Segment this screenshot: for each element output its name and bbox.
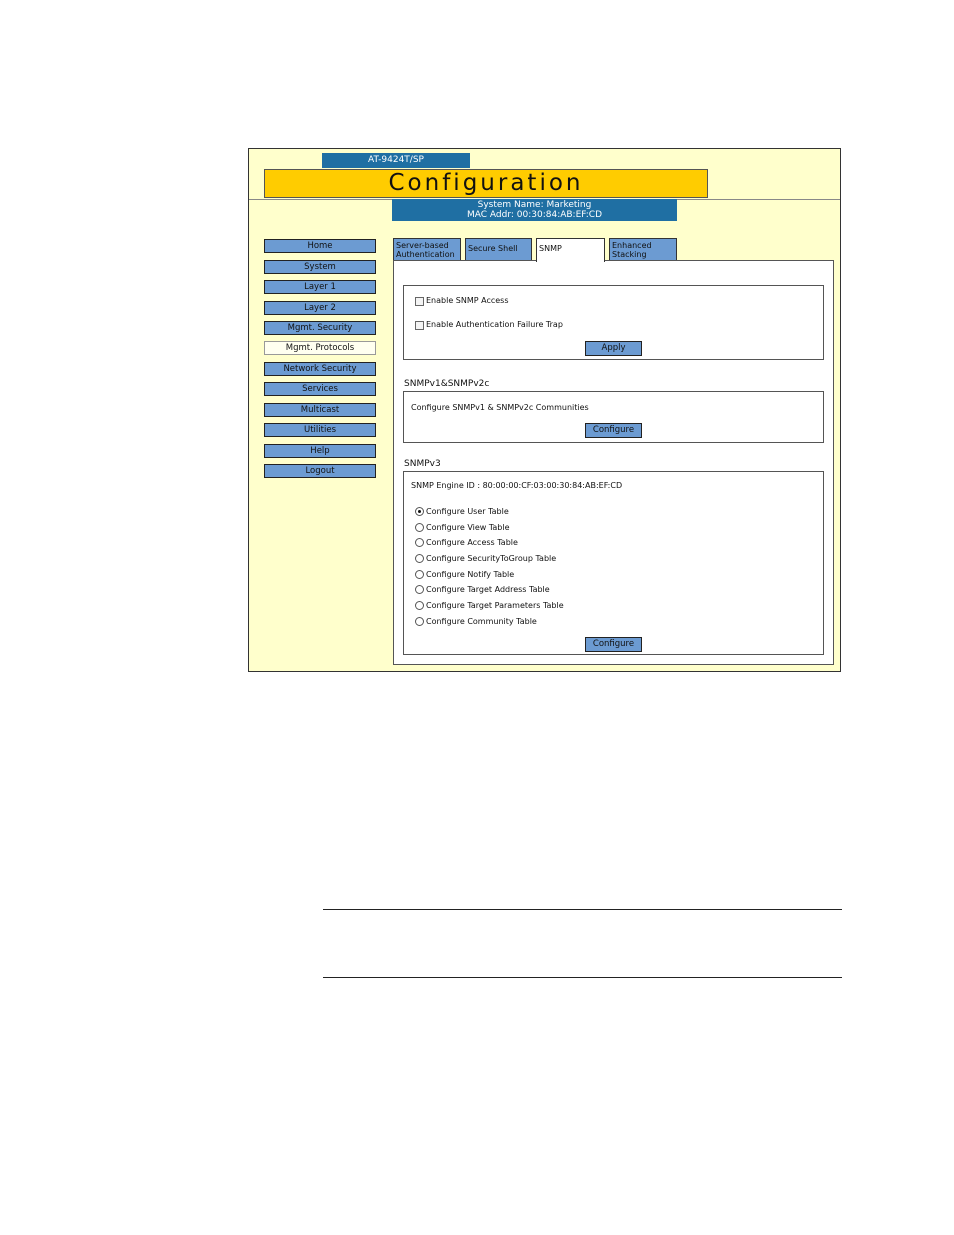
tab-enhanced-stacking[interactable]: Enhanced Stacking	[609, 238, 677, 261]
configure-snmpv3-button[interactable]: Configure	[585, 637, 642, 652]
system-info-bar	[392, 199, 677, 221]
nav-mgmt-protocols-button[interactable]: Mgmt. Protocols	[264, 341, 376, 355]
enable-auth-trap-checkbox[interactable]	[415, 321, 424, 330]
option-security-to-group-label: Configure SecurityToGroup Table	[426, 554, 557, 563]
nav-system-button[interactable]: System	[264, 260, 376, 274]
radio-view-table[interactable]	[415, 523, 424, 532]
snmp-access-box	[403, 285, 824, 360]
option-access-table-label: Configure Access Table	[426, 538, 518, 547]
radio-community-table[interactable]	[415, 617, 424, 626]
radio-notify-table[interactable]	[415, 570, 424, 579]
apply-button[interactable]: Apply	[585, 341, 642, 356]
radio-user-table[interactable]	[415, 507, 424, 516]
option-community-table-label: Configure Community Table	[426, 617, 537, 626]
option-target-parameters-label: Configure Target Parameters Table	[426, 601, 564, 610]
nav-layer2-button[interactable]: Layer 2	[264, 301, 376, 315]
option-target-address-label: Configure Target Address Table	[426, 585, 550, 594]
snmpv3-box	[403, 471, 824, 655]
configure-communities-button[interactable]: Configure	[585, 423, 642, 438]
snmpv1v2c-description: Configure SNMPv1 & SNMPv2c Communities	[411, 403, 589, 412]
system-name: System Name: Marketing	[477, 200, 592, 210]
note-top-rule	[323, 909, 842, 910]
snmpv1v2c-box	[403, 391, 824, 443]
radio-target-address-table[interactable]	[415, 585, 424, 594]
option-notify-table-label: Configure Notify Table	[426, 570, 515, 579]
tab-secure-shell[interactable]: Secure Shell	[465, 238, 532, 261]
snmpv1v2c-section-title: SNMPv1&SNMPv2c	[404, 379, 490, 389]
nav-utilities-button[interactable]: Utilities	[264, 423, 376, 437]
nav-mgmt-security-button[interactable]: Mgmt. Security	[264, 321, 376, 335]
nav-logout-button[interactable]: Logout	[264, 464, 376, 478]
tab-server-based-authentication[interactable]: Server-based Authentication	[393, 238, 461, 261]
enable-auth-trap-label: Enable Authentication Failure Trap	[426, 320, 563, 329]
radio-access-table[interactable]	[415, 538, 424, 547]
nav-multicast-button[interactable]: Multicast	[264, 403, 376, 417]
model-label: AT-9424T/SP	[322, 153, 470, 168]
snmp-engine-id: SNMP Engine ID : 80:00:00:CF:03:00:30:84:AB:EF:CD	[411, 481, 623, 490]
nav-services-button[interactable]: Services	[264, 382, 376, 396]
radio-target-parameters-table[interactable]	[415, 601, 424, 610]
option-user-table-label: Configure User Table	[426, 507, 509, 516]
radio-security-to-group-table[interactable]	[415, 554, 424, 563]
snmp-content-panel	[393, 260, 834, 665]
nav-network-security-button[interactable]: Network Security	[264, 362, 376, 376]
tab-snmp[interactable]: SNMP	[536, 238, 605, 262]
nav-help-button[interactable]: Help	[264, 444, 376, 458]
nav-home-button[interactable]: Home	[264, 239, 376, 253]
option-view-table-label: Configure View Table	[426, 523, 510, 532]
mac-address: MAC Addr: 00:30:84:AB:EF:CD	[467, 210, 602, 220]
nav-layer1-button[interactable]: Layer 1	[264, 280, 376, 294]
note-bottom-rule	[323, 977, 842, 978]
browser-frame	[248, 148, 841, 672]
snmpv3-section-title: SNMPv3	[404, 459, 441, 469]
enable-snmp-access-checkbox[interactable]	[415, 297, 424, 306]
page-title: Configuration	[264, 169, 708, 198]
enable-snmp-access-label: Enable SNMP Access	[426, 296, 509, 305]
